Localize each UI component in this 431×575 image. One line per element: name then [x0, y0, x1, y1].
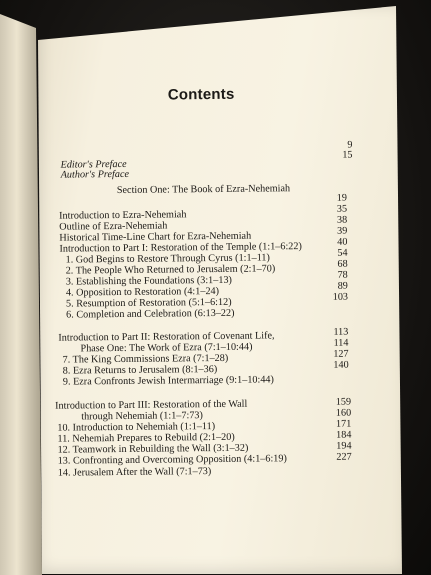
- page-number: 114: [333, 337, 349, 349]
- toc-entry: 4. Opposition to Restoration (4:1–24): [65, 285, 220, 299]
- toc-entry: Introduction to Ezra-Nehemiah: [59, 209, 187, 222]
- page-number: 19: [336, 192, 347, 204]
- toc-entry: 12. Teamwork in Rebuilding the Wall (3:1–32): [57, 442, 249, 456]
- page-number: 113: [333, 326, 349, 338]
- page-number: 35: [336, 203, 348, 215]
- toc-entry: 3. Establishing the Foundations (3:1–13): [65, 274, 232, 288]
- page-number: 171: [335, 418, 352, 430]
- page-number: 160: [335, 407, 352, 419]
- page-number: 78: [337, 269, 348, 281]
- section-heading: Section One: The Book of Ezra-Nehemiah: [116, 183, 291, 197]
- page-number: 40: [337, 236, 348, 248]
- toc-entry: Introduction to Part II: Restoration of Covenant Life,: [58, 330, 275, 344]
- toc-entry: 2. The People Who Returned to Jerusalem (2:1–70): [65, 263, 276, 277]
- toc-entry: 1. God Begins to Restore Through Cyrus (1:1–11): [65, 252, 270, 266]
- toc-entry: 10. Introduction to Nehemiah (1:1–11): [57, 421, 216, 434]
- page-number: 227: [336, 451, 352, 463]
- toc-entry: through Nehemiah (1:1–7:73): [81, 410, 203, 423]
- toc-entry: 8. Ezra Returns to Jerusalem (8:1–36): [62, 363, 218, 377]
- page-number: 184: [336, 429, 352, 441]
- page-number: 54: [337, 247, 348, 259]
- toc-entry: 9. Ezra Confronts Jewish Intermarriage (9:1–10:44): [62, 374, 274, 388]
- page-number: 159: [335, 396, 352, 408]
- toc-entry: 5. Resumption of Restoration (5:1–6:12): [65, 296, 232, 310]
- page-number: 15: [342, 149, 353, 161]
- page-title: Contents: [167, 85, 235, 104]
- toc-entry: 11. Nehemiah Prepares to Rebuild (2:1–20): [57, 431, 235, 445]
- page-number: 194: [336, 440, 352, 452]
- toc-entry: Introduction to Part III: Restoration of the Wall: [55, 398, 248, 412]
- toc-entry: Introduction to Part I: Restoration of the Temple (1:1–6:22): [59, 241, 302, 255]
- toc-entry: 14. Jerusalem After the Wall (7:1–73): [57, 466, 212, 479]
- toc-entry-editors-preface: Editor's Preface: [60, 158, 127, 171]
- page-number: 103: [332, 291, 349, 303]
- page-number: 68: [337, 258, 348, 270]
- page-number: 9: [347, 139, 353, 151]
- toc-entry: Historical Time-Line Chart for Ezra-Nehemiah: [59, 230, 252, 244]
- toc-entry: 7. The King Commissions Ezra (7:1–28): [62, 352, 229, 366]
- toc-entry: Outline of Ezra-Nehemiah: [59, 220, 168, 233]
- toc-entry: 13. Confronting and Overcoming Opposition (4:1–6:19): [57, 453, 287, 467]
- toc-entry: Phase One: The Work of Ezra (7:1–10:44): [80, 341, 253, 355]
- toc-entry-authors-preface: Author's Preface: [60, 168, 130, 181]
- page-number: 140: [333, 359, 349, 371]
- page-number: 38: [336, 214, 348, 226]
- page-number: 89: [337, 280, 348, 292]
- page-number: 39: [337, 225, 348, 237]
- page-number: 127: [333, 348, 349, 360]
- toc-entry: 6. Completion and Celebration (6:13–22): [66, 307, 235, 321]
